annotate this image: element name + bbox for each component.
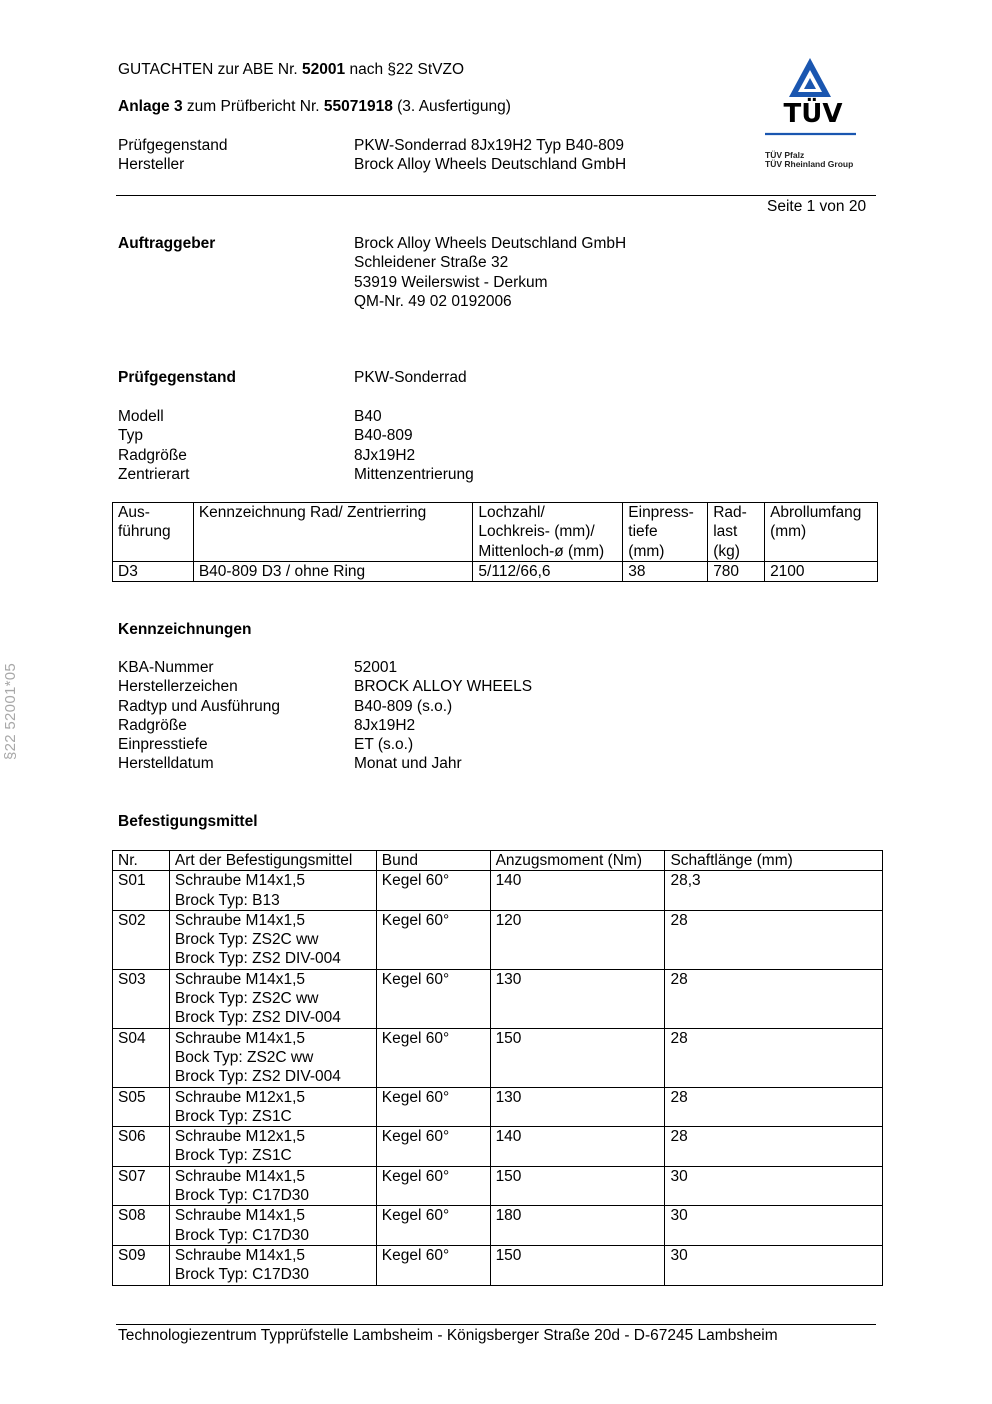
marking-label: Einpresstiefe <box>118 736 208 754</box>
table-cell: 780 <box>708 561 765 581</box>
fastener-schaft: 30 <box>665 1166 883 1206</box>
table-cell: 5/112/66,6 <box>473 561 623 581</box>
wheel-table <box>112 502 878 582</box>
table-cell: B40-809 D3 / ohne Ring <box>193 561 473 581</box>
header-cell-art: Art der Befestigungsmittel <box>169 851 376 871</box>
fastener-schaft: 28 <box>665 1087 883 1127</box>
header-cell-lochzahl: Lochzahl/ Lochkreis- (mm)/ Mittenloch-ø (mm) <box>473 503 623 562</box>
tuev-logo <box>760 56 860 174</box>
address-line: Schleidener Straße 32 <box>354 254 509 272</box>
fastener-art-line: Brock Typ: C17D30 <box>174 1226 310 1244</box>
fastener-art-line: Brock Typ: C17D30 <box>174 1187 310 1205</box>
fastener-bund: Kegel 60° <box>376 1245 490 1285</box>
fastener-art-line: Schraube M14x1,5 <box>174 872 305 890</box>
address-line: QM-Nr. 49 02 0192006 <box>354 292 512 310</box>
marking-label: Herstelldatum <box>118 755 214 773</box>
fastener-table <box>112 850 883 1286</box>
befestigung-title: Befestigungsmittel <box>118 813 258 830</box>
header-cell-radlast: Rad- last (kg) <box>708 503 765 562</box>
side-margin-text: §22 52001*05 <box>2 662 19 760</box>
marking-label: Radgröße <box>118 716 187 734</box>
header-cell-schaftlaenge: Schaftlänge (mm) <box>665 851 883 871</box>
header-line-abe: GUTACHTEN zur ABE Nr. 52001 nach §22 StVZO <box>118 61 465 78</box>
fastener-moment: 150 <box>490 1166 665 1206</box>
kennzeichnungen-values <box>354 658 532 774</box>
fastener-schaft: 28 <box>665 910 883 969</box>
fastener-bund: Kegel 60° <box>376 910 490 969</box>
fastener-bund: Kegel 60° <box>376 1206 490 1246</box>
table-cell: 38 <box>623 561 708 581</box>
fastener-art <box>169 1206 376 1246</box>
table-row <box>113 910 883 969</box>
fastener-art-line: Brock Typ: ZS2 DIV-004 <box>174 1009 341 1027</box>
fastener-art <box>169 1245 376 1285</box>
fastener-art-line: Brock Typ: ZS2C ww <box>174 931 319 949</box>
table-cell: D3 <box>113 561 194 581</box>
fastener-art-line: Schraube M14x1,5 <box>174 1167 305 1185</box>
fastener-moment: 180 <box>490 1206 665 1246</box>
fastener-art-line: Brock Typ: ZS2 DIV-004 <box>174 950 341 968</box>
fastener-art-line: Schraube M12x1,5 <box>174 1128 305 1146</box>
fastener-bund: Kegel 60° <box>376 871 490 911</box>
fastener-art <box>169 1028 376 1087</box>
spec-label: Radgröße <box>118 446 187 464</box>
header-cell-nr: Nr. <box>113 851 170 871</box>
fastener-art-line: Brock Typ: C17D30 <box>174 1266 310 1284</box>
header-cell-ausfuehrung: Aus- führung <box>113 503 194 562</box>
pruefgegenstand-value: PKW-Sonderrad <box>354 369 467 386</box>
fastener-nr: S09 <box>113 1245 170 1285</box>
fastener-schaft: 28 <box>665 1127 883 1167</box>
fastener-art <box>169 910 376 969</box>
header-value-pruefgegenstand: PKW-Sonderrad 8Jx19H2 Typ B40-809 <box>354 137 624 154</box>
fastener-nr: S06 <box>113 1127 170 1167</box>
fastener-moment: 120 <box>490 910 665 969</box>
spec-label: Zentrierart <box>118 465 190 483</box>
footer-divider <box>116 1324 876 1325</box>
marking-value: ET (s.o.) <box>354 736 414 754</box>
fastener-nr: S03 <box>113 969 170 1028</box>
marking-label: Herstellerzeichen <box>118 678 238 696</box>
fastener-nr: S04 <box>113 1028 170 1087</box>
fastener-table-body <box>113 871 883 1285</box>
table-row <box>113 1245 883 1285</box>
table-row <box>113 1127 883 1167</box>
tuev-logo-sub1: TÜV Pfalz <box>765 150 805 160</box>
table-header-row <box>113 851 883 871</box>
fastener-bund: Kegel 60° <box>376 1127 490 1167</box>
fastener-art-line: Schraube M14x1,5 <box>174 970 305 988</box>
fastener-art <box>169 871 376 911</box>
fastener-art-line: Brock Typ: B13 <box>174 891 280 909</box>
fastener-art-line: Schraube M14x1,5 <box>174 1246 305 1264</box>
fastener-moment: 140 <box>490 871 665 911</box>
pruefgegenstand-label: Prüfgegenstand <box>118 369 236 386</box>
footer-address: Technologiezentrum Typprüfstelle Lambsheim - Königsberger Straße 20d - D-67245 Lambsheim <box>118 1327 778 1344</box>
spec-value: Mittenzentrierung <box>354 465 474 483</box>
marking-value: BROCK ALLOY WHEELS <box>354 678 533 696</box>
marking-value: 8Jx19H2 <box>354 716 416 734</box>
fastener-moment: 130 <box>490 969 665 1028</box>
fastener-art-line: Brock Typ: ZS1C <box>174 1107 292 1125</box>
marking-label: Radtyp und Ausführung <box>118 697 281 715</box>
tuev-logo-text: TÜV <box>783 99 843 129</box>
fastener-art-line: Brock Typ: ZS1C <box>174 1147 292 1165</box>
fastener-nr: S05 <box>113 1087 170 1127</box>
table-header-row <box>113 503 878 562</box>
fastener-schaft: 28,3 <box>665 871 883 911</box>
header-cell-anzugsmoment: Anzugsmoment (Nm) <box>490 851 665 871</box>
fastener-schaft: 30 <box>665 1206 883 1246</box>
tuev-logo-sub2: TÜV Rheinland Group <box>765 159 854 169</box>
spec-value: 8Jx19H2 <box>354 446 416 464</box>
pruefgegenstand-labels <box>118 407 190 484</box>
spec-value: B40-809 <box>354 427 413 445</box>
fastener-bund: Kegel 60° <box>376 969 490 1028</box>
address-line: Brock Alloy Wheels Deutschland GmbH <box>354 235 627 252</box>
kennzeichnungen-title: Kennzeichnungen <box>118 621 252 638</box>
spec-label: Typ <box>118 427 143 445</box>
fastener-bund: Kegel 60° <box>376 1087 490 1127</box>
auftraggeber-label: Auftraggeber <box>118 235 216 252</box>
spec-value: B40 <box>354 408 382 425</box>
fastener-nr: S02 <box>113 910 170 969</box>
header-cell-einpresstiefe: Einpress- tiefe (mm) <box>623 503 708 562</box>
fastener-bund: Kegel 60° <box>376 1166 490 1206</box>
header-divider <box>116 195 876 196</box>
fastener-art <box>169 969 376 1028</box>
fastener-schaft: 28 <box>665 969 883 1028</box>
fastener-art-line: Brock Typ: ZS2 DIV-004 <box>174 1068 341 1086</box>
fastener-nr: S07 <box>113 1166 170 1206</box>
fastener-moment: 150 <box>490 1245 665 1285</box>
fastener-art-line: Schraube M14x1,5 <box>174 911 305 929</box>
header-line-anlage: Anlage 3 zum Prüfbericht Nr. 55071918 (3. Ausfertigung) <box>118 98 511 115</box>
fastener-art-line: Schraube M14x1,5 <box>174 1029 305 1047</box>
fastener-art <box>169 1087 376 1127</box>
fastener-moment: 140 <box>490 1127 665 1167</box>
table-row <box>113 1206 883 1246</box>
table-row <box>113 871 883 911</box>
header-label-hersteller: Hersteller <box>118 156 185 173</box>
fastener-moment: 130 <box>490 1087 665 1127</box>
fastener-nr: S01 <box>113 871 170 911</box>
fastener-schaft: 30 <box>665 1245 883 1285</box>
fastener-bund: Kegel 60° <box>376 1028 490 1087</box>
address-line: 53919 Weilerswist - Derkum <box>354 273 548 291</box>
table-row <box>113 1087 883 1127</box>
table-row <box>113 1166 883 1206</box>
fastener-art-line: Schraube M14x1,5 <box>174 1207 305 1225</box>
pruefgegenstand-values <box>354 407 474 484</box>
kennzeichnungen-labels <box>118 658 280 774</box>
header-cell-kennzeichnung: Kennzeichnung Rad/ Zentrierring <box>193 503 473 562</box>
table-cell: 2100 <box>765 561 878 581</box>
header-cell-bund: Bund <box>376 851 490 871</box>
header-label-pruefgegenstand: Prüfgegenstand <box>118 137 228 154</box>
marking-label: KBA-Nummer <box>118 659 214 676</box>
fastener-art-line: Schraube M12x1,5 <box>174 1088 305 1106</box>
fastener-art-line: Brock Typ: ZS2C ww <box>174 990 319 1008</box>
marking-value: B40-809 (s.o.) <box>354 697 453 715</box>
table-row <box>113 561 878 581</box>
auftraggeber-address <box>354 234 626 311</box>
fastener-art <box>169 1127 376 1167</box>
marking-value: 52001 <box>354 659 398 676</box>
header-cell-abrollumfang: Abrollumfang (mm) <box>765 503 878 562</box>
table-row <box>113 969 883 1028</box>
marking-value: Monat und Jahr <box>354 755 462 773</box>
fastener-schaft: 28 <box>665 1028 883 1087</box>
page-number: Seite 1 von 20 <box>767 198 867 215</box>
table-row <box>113 1028 883 1087</box>
spec-label: Modell <box>118 408 164 425</box>
header-value-hersteller: Brock Alloy Wheels Deutschland GmbH <box>354 156 627 173</box>
fastener-art-line: Bock Typ: ZS2C ww <box>174 1048 314 1066</box>
fastener-art <box>169 1166 376 1206</box>
fastener-nr: S08 <box>113 1206 170 1246</box>
fastener-moment: 150 <box>490 1028 665 1087</box>
